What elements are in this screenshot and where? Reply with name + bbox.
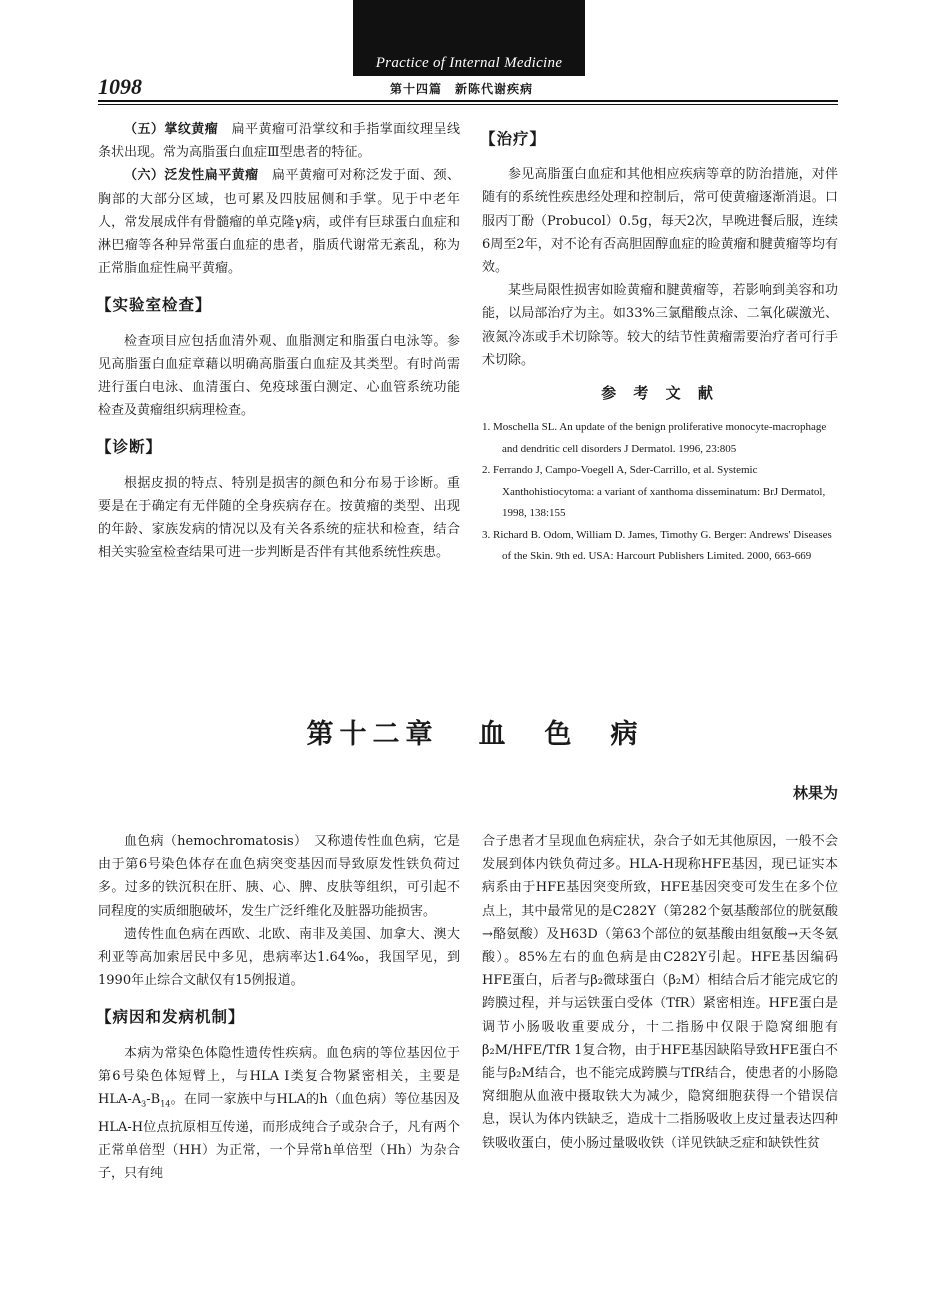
paragraph-epidemiology: 遗传性血色病在西欧、北欧、南非及美国、加拿大、澳大利亚等高加索居民中多见，患病率达1.64‰，我国罕见，到1990年止综合文献仅有15例报道。 xyxy=(98,926,460,989)
bottom-left-column xyxy=(98,830,460,1185)
paragraph-treatment-1: 参见高脂蛋白血症和其他相应疾病等章的防治措施，对伴随有的系统性疾患经处理和控制后，常可使黄瘤逐渐消退。口服丙丁酚（Probucol）0.5g，每天2次，早晚进餐后服，连续6周至2年，对不论有否高胆固醇血症的睑黄瘤和腱黄瘤等均有效。 xyxy=(482,167,839,276)
subheading-diffuse: （六）泛发性扁平黄瘤 xyxy=(124,168,259,184)
reference-item: 3. Richard B. Odom, William D. James, Timothy G. Berger: Andrews' Diseases of the Skin. 9th ed. USA: Harcourt Publishers Limited. 2000, 663-669 xyxy=(482,528,832,563)
paragraph-palmar-xanthoma xyxy=(98,118,460,164)
bottom-right-column xyxy=(482,830,838,1155)
top-right-column xyxy=(482,118,838,568)
reference-item: 1. Moschella SL. An update of the benign proliferative monocyte-macrophage and dendritic cell disorders J Dermatol. 1996, 23:805 xyxy=(482,421,827,455)
header-band-top xyxy=(353,0,585,50)
top-left-column xyxy=(98,118,460,564)
paragraph-hfe-gene: 合子患者才呈现血色病症状，杂合子如无其他原因，一般不会发展到体内铁负荷过多。HLA-H现称HFE基因，现已证实本病系由于HFE基因突变所致，HFE基因突变可发生在多个位点上，其中最常见的是C282Y（第282个氨基酸部位的胱氨酸→酪氨酸）及H63D（第63个部位的氨基酸由组氨酸→天冬氨酸）。85%左右的血色病是由C282Y引起。HFE基因编码HFE蛋白，后者与β₂微球蛋白（β₂M）相结合后才能完成它的跨膜过程，并与运铁蛋白受体（TfR）紧密相连。HFE蛋白是调节小肠吸收重要成分，十二指肠中仅限于隐窝细胞有β₂M/HFE/TfR 1复合物，由于HFE基因缺陷导致HFE蛋白不能与β₂M结合，也不能完成跨膜与TfR结合，使患者的小肠隐窝细胞从血液中摄取铁大为减少，隐窝细胞获得一个错误信息，误认为体内铁缺乏，造成十二指肠吸收上皮过量表达四种铁吸收蛋白，使小肠过量吸收铁（详见铁缺乏症和缺铁性贫 xyxy=(482,834,838,1151)
heading-etiology: 【病因和发病机制】 xyxy=(96,1008,245,1027)
chapter-number: 第十二章 xyxy=(306,719,439,750)
subheading-palmar: （五）掌纹黄瘤 xyxy=(124,122,219,137)
paragraph-diffuse-xanthoma xyxy=(98,164,460,280)
section-title: 第十四篇 新陈代谢疾病 xyxy=(390,82,534,96)
journal-title: Practice of Internal Medicine xyxy=(353,50,585,76)
paragraph-treatment-2: 某些局限性损害如睑黄瘤和腱黄瘤等，若影响到美容和功能，以局部治疗为主。如33%三氯醋酸点涂、二氧化碳激光、液氮冷冻或手术切除等。较大的结节性黄瘤需要治疗者可行手术切除。 xyxy=(482,283,838,368)
chapter-author: 林果为 xyxy=(792,784,838,802)
paragraph-intro: 血色病（hemochromatosis） 又称遗传性血色病，它是由于第6号染色体存在血色病突变基因而导致原发性铁负荷过多。过多的铁沉积在肝、胰、心、脾、皮肤等组织，可引起不同程度的实质细胞破坏，发生广泛纤维化及脏器功能损害。 xyxy=(98,834,460,919)
paragraph-diagnosis: 根据皮损的特点、特别是损害的颜色和分布易于诊断。重要是在于确定有无伴随的全身疾病存在。按黄瘤的类型、出现的年龄、家族发病的情况以及有关各系统的症状和检查，结合相关实验室检查结果可进一步判断是否伴有其他系统性疾患。 xyxy=(98,475,460,561)
heading-treatment: 【治疗】 xyxy=(480,130,547,148)
chapter-title xyxy=(0,712,950,751)
chapter-name: 血 色 病 xyxy=(478,719,644,750)
header-rule-thin xyxy=(98,104,838,105)
heading-diagnosis: 【诊断】 xyxy=(96,438,163,457)
references-title: 参 考 文 献 xyxy=(601,384,719,403)
paragraph-lab-exam: 检查项目应包括血清外观、血脂测定和脂蛋白电泳等。参见高脂蛋白血症章藉以明确高脂蛋白血症及其类型。有时尚需进行蛋白电泳、血清蛋白、免疫球蛋白测定、心血管系统功能检查及黄瘤组织病理检查。 xyxy=(98,333,460,419)
header-rule xyxy=(98,100,838,102)
text-palmar: 扁平黄瘤可沿掌纹和手指掌面纹理呈线条状出现。常为高脂蛋白血症Ⅲ型患者的特征。 xyxy=(98,122,460,161)
heading-lab-exam: 【实验室检查】 xyxy=(96,296,212,315)
page-number: 1098 xyxy=(98,74,142,99)
text-diffuse: 扁平黄瘤可对称泛发于面、颈、胸部的大部分区域，也可累及四肢屈侧和手掌。见于中老年人，常发展成伴有骨髓瘤的单克隆γ病，或伴有巨球蛋白血症和淋巴瘤等各种异常蛋白血症的患者，脂质代谢常无紊乱，称为正常脂血症性扁平黄瘤。 xyxy=(98,168,460,277)
reference-item: 2. Ferrando J, Campo-Voegell A, Sder-Carrillo, et al. Systemic Xanthohistiocytoma: a variant of xanthoma disseminatum: BrJ Dermatol, 1998, 138:155 xyxy=(482,464,826,520)
paragraph-etiology: 本病为常染色体隐性遗传性疾病。血色病的等位基因位于第6号染色体短臂上，与HLA Ⅰ类复合物紧密相关，主要是HLA-$A_3-B_{14}$。在同一家族中与HLA的h（血色病）等位基因及HLA-H位点抗原相互传递，而形成纯合子或杂合子，凡有两个正常单倍型（HH）为正常，一个异常h单倍型（Hh）为杂合子，只有纯 xyxy=(98,1045,460,1182)
